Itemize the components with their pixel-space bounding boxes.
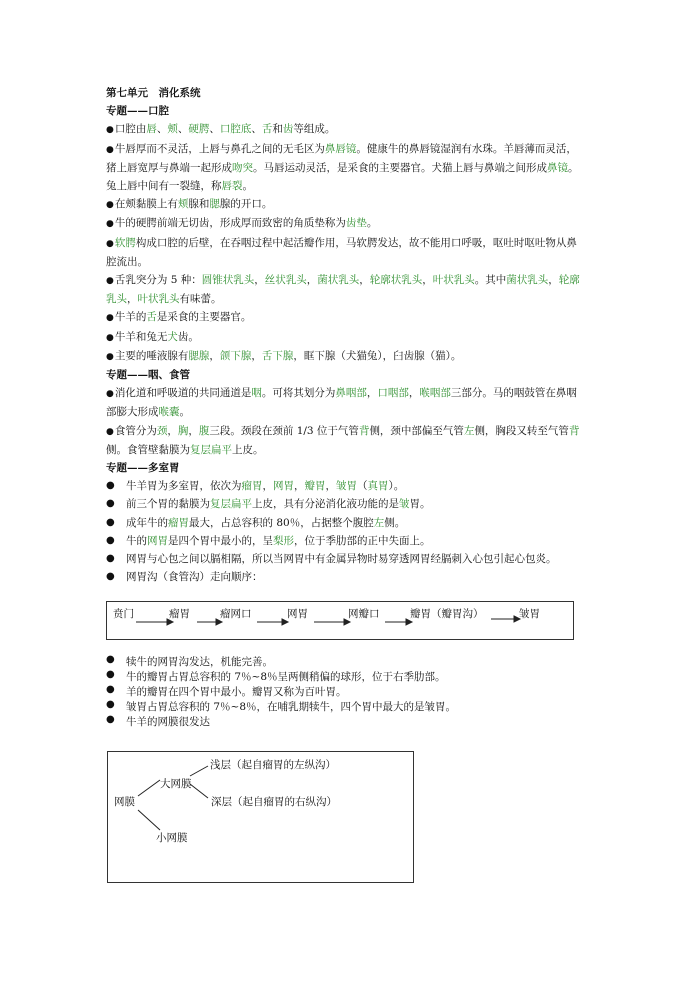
highlight-term: 鼻咽部: [335, 387, 367, 400]
bullet-icon: ●: [106, 498, 115, 510]
highlight-term: 硬腭: [188, 123, 210, 136]
bullet-icon: ●: [106, 480, 115, 492]
text-run: 三部分。马的咽鼓管在鼻咽部膨大形成: [106, 387, 577, 419]
highlight-term: 喉囊: [158, 406, 180, 419]
highlight-term: 左: [373, 516, 385, 529]
text-run: 牛的瓣胃占胃总容积的 7％~8％呈两侧稍偏的球形，位于右季肋部。: [126, 671, 446, 683]
stomach-list: [106, 477, 586, 586]
text-run: 网胃沟（食管沟）走向顺序：: [126, 571, 263, 584]
bullet-icon: ●: [106, 516, 115, 528]
superficial-layer: 浅层（起自瘤胃的左纵沟）: [210, 759, 336, 771]
flow-arrow-head: [344, 619, 350, 625]
text-run: 牛的硬腭前端无切齿，形成厚而致密的角质垫称为: [114, 217, 346, 230]
text-run: ，: [548, 274, 559, 287]
text-run: 舌乳突分为 5 种：: [114, 274, 202, 287]
highlight-term: 颊: [167, 123, 178, 136]
text-run: ，: [325, 480, 336, 493]
list-item-text: [126, 532, 586, 550]
flow-arrow-head: [406, 619, 412, 625]
text-run: 、: [156, 123, 168, 136]
list-item: [106, 532, 586, 550]
text-run: 牛羊胃为多室胃，依次为: [126, 480, 242, 493]
deep-layer: 深层（起自瘤胃的右纵沟）: [211, 796, 337, 808]
branch-line: [138, 780, 160, 796]
text-run: 有味蕾。: [179, 293, 222, 306]
flow-arrow-head: [514, 616, 520, 622]
text-run: 。: [242, 180, 253, 193]
mouth-line-6: [106, 271, 586, 308]
text-run: 犊牛的网胃沟发达，机能完善。: [126, 656, 273, 668]
bullet-icon: ●: [106, 699, 115, 710]
highlight-term: 犬: [167, 330, 178, 343]
text-run: 。马唇运动灵活，是采食的主要器官。犬猫上唇与鼻端之间形成: [253, 161, 547, 174]
highlight-term: 瘤胃: [241, 480, 263, 493]
list-item-text: [126, 669, 586, 684]
text-run: 消化道和呼吸道的共同通道是: [114, 387, 252, 400]
highlight-term: 皱胃: [336, 480, 357, 493]
text-run: ，: [306, 274, 318, 287]
list-item-text: [126, 654, 586, 669]
omentum-root: 网膜: [114, 796, 135, 808]
unit-title: 第七单元 消化系统: [106, 87, 201, 99]
list-item: [106, 495, 586, 513]
highlight-term: 鼻镜: [547, 161, 568, 174]
text-run: 。其中: [474, 274, 507, 287]
list-item-text: [126, 684, 586, 699]
mouth-line-9: [106, 347, 586, 366]
text-run: ，: [262, 480, 273, 493]
highlight-term: 菌状乳头: [506, 274, 549, 287]
text-run: 网胃与心包之间以膈相隔，所以当网胃中有金属异物时易穿透网胃经膈刺入心包引起心包炎。: [126, 553, 557, 566]
highlight-term: 丝状乳头: [264, 274, 307, 287]
highlight-term: 唇: [146, 123, 157, 136]
text-run: 。健康牛的鼻唇镜湿润有水珠。羊唇薄而灵活，猪上唇宽厚与鼻端一起形成: [106, 142, 577, 174]
text-run: ，: [408, 387, 420, 400]
text-run: ，眶下腺（犬猫兔），臼齿腺（猫）。: [293, 349, 462, 362]
text-run: 侧，颈中部偏至气管: [369, 424, 464, 437]
highlight-term: 胸: [177, 424, 189, 437]
list-item: [106, 568, 586, 586]
flow-step: 网胃: [287, 608, 308, 620]
list-item-text: [126, 568, 586, 586]
flow-step: 贲门: [113, 608, 134, 620]
text-run: 牛的: [126, 534, 147, 547]
highlight-term: 吻突: [232, 161, 253, 174]
flow-arrow-head: [282, 619, 288, 625]
pharynx-line-1: [106, 384, 586, 421]
list-item-text: [126, 477, 586, 495]
text-run: 是采食的主要器官。: [156, 311, 252, 324]
text-run: 是四个胃中最小的，呈: [168, 534, 273, 547]
text-run: 。: [179, 406, 190, 419]
text-run: ，: [294, 480, 305, 493]
mouth-line-7: [106, 308, 586, 327]
text-run: 腺和: [188, 198, 210, 211]
highlight-term: 复层扁平: [190, 443, 232, 456]
highlight-term: 网胃: [147, 534, 168, 547]
highlight-term: 腮: [209, 198, 220, 211]
highlight-term: 真胃: [367, 480, 389, 493]
highlight-term: 咽: [251, 387, 262, 400]
text-run: 侧。: [384, 516, 406, 529]
highlight-term: 颌下腺: [219, 349, 252, 362]
flow-step: 网瓣口: [348, 608, 380, 620]
flow-step: 瓣胃（瓣胃沟）: [410, 608, 484, 620]
highlight-term: 齿: [282, 123, 294, 136]
text-run: 构成口腔的后壁，在吞咽过程中起活瓣作用，马软腭发达，故不能用口呼吸，呕吐时呕吐物从鼻腔流出。: [106, 236, 577, 268]
text-run: 等组成。: [293, 123, 336, 136]
highlight-term: 左: [463, 424, 475, 437]
list-item-text: [126, 714, 586, 729]
list-item-text: [126, 514, 586, 532]
text-run: 上皮，具有分泌消化液功能的是: [252, 498, 399, 511]
text-run: ，: [422, 274, 433, 287]
highlight-term: 唇裂: [221, 180, 243, 193]
branch-line: [138, 810, 160, 830]
text-run: ，: [359, 274, 370, 287]
list-item: [106, 477, 586, 495]
highlight-term: 轮廓状乳头: [369, 274, 423, 287]
highlight-term: 菌状乳头: [317, 274, 360, 287]
mouth-line-5: [106, 234, 586, 271]
text-run: 。可将其划分为: [261, 387, 336, 400]
bullet-icon: ●: [106, 553, 115, 565]
document-body: [106, 84, 586, 586]
text-run: 食管分为: [114, 424, 157, 437]
highlight-term: 颊: [177, 198, 189, 211]
list-item-text: [126, 699, 586, 714]
text-run: 和: [272, 123, 283, 136]
list-item: [106, 684, 586, 699]
highlight-term: 口咽部: [377, 387, 409, 400]
section-heading-mouth: 专题——口腔: [106, 105, 169, 118]
highlight-term: 喉咽部: [419, 387, 451, 400]
pharynx-line-2: [106, 422, 586, 459]
text-run: 牛羊的: [114, 311, 147, 324]
text-run: ，: [188, 424, 199, 437]
text-run: 侧。食管壁黏膜为: [106, 443, 190, 456]
flow-step: 瘤网口: [220, 608, 252, 620]
text-run: 。: [366, 217, 378, 230]
text-run: ，: [167, 424, 178, 437]
text-run: 牛唇厚而不灵活，上唇与鼻孔之间的无毛区为: [114, 142, 325, 155]
highlight-term: 复层扁平: [210, 498, 252, 511]
flow-arrows: [107, 602, 573, 639]
bullet-icon: ●: [106, 534, 115, 546]
highlight-term: 圆锥状乳头: [201, 274, 255, 287]
text-run: 、: [251, 123, 262, 136]
list-item: [106, 514, 586, 532]
text-run: 、: [209, 123, 220, 136]
text-run: ）。: [388, 480, 405, 493]
highlight-term: 叶状乳头: [432, 274, 475, 287]
lesser-omentum: 小网膜: [156, 832, 188, 844]
text-run: ，: [127, 293, 138, 306]
highlight-term: 颈: [156, 424, 168, 437]
text-run: 皱胃占胃总容积的 7％~8％，在哺乳期犊牛，四个胃中最大的是皱胃。: [126, 701, 456, 713]
text-run: ，位于季肋部的正中失面上。: [294, 534, 431, 547]
flow-step: 瘤胃: [169, 608, 190, 620]
greater-omentum: 大网膜: [160, 778, 192, 790]
highlight-term: 叶状乳头: [137, 293, 180, 306]
text-run: 牛羊和兔无: [114, 330, 168, 343]
highlight-term: 网胃: [273, 480, 294, 493]
list-item-text: [126, 495, 586, 513]
list-item-text: [126, 550, 586, 568]
text-run: ，: [251, 349, 262, 362]
branch-line: [190, 784, 208, 798]
text-run: ，: [366, 387, 378, 400]
highlight-term: 瘤胃: [168, 516, 189, 529]
text-run: 成年牛的: [126, 516, 168, 529]
list-item: [106, 654, 586, 669]
text-run: 齿。: [177, 330, 199, 343]
bullet-icon: ●: [106, 714, 115, 725]
text-run: 腺的开口。: [219, 198, 273, 211]
bullet-icon: ●: [106, 571, 115, 583]
highlight-term: 瓣胃: [304, 480, 326, 493]
text-run: 胃。: [409, 498, 431, 511]
highlight-term: 背: [358, 424, 370, 437]
highlight-term: 皱: [399, 498, 410, 511]
text-run: 、: [177, 123, 189, 136]
text-run: 上皮。: [232, 443, 264, 456]
mouth-line-2: [106, 140, 586, 196]
text-run: 。兔上唇中间有一裂缝，称: [106, 161, 579, 193]
highlight-term: 舌下腺: [261, 349, 294, 362]
mouth-line-1: [106, 120, 586, 139]
section-heading-pharynx: 专题——咽、食管: [106, 369, 190, 382]
highlight-term: 齿垫: [345, 217, 367, 230]
text-run: ，: [254, 274, 265, 287]
highlight-term: 轮廓乳头: [106, 274, 580, 306]
highlight-term: 梨形: [273, 534, 294, 547]
text-run: 侧，胸段又转至气管: [474, 424, 569, 437]
text-run: 羊的瓣胃在四个胃中最小。瓣胃又称为百叶胃。: [126, 686, 347, 698]
bullet-icon: ●: [106, 684, 115, 695]
highlight-term: 口腔底: [219, 123, 252, 136]
text-run: 前三个胃的黏膜为: [126, 498, 210, 511]
groove-flow-box: [106, 601, 574, 640]
omentum-diagram: [107, 751, 414, 883]
list-item: [106, 699, 586, 714]
flow-arrow-head: [167, 619, 173, 625]
branch-line: [190, 766, 208, 776]
highlight-term: 舌: [261, 123, 273, 136]
section-heading-stomach: 专题——多室胃: [106, 462, 180, 475]
text-run: ，: [209, 349, 220, 362]
list-item: [106, 714, 586, 729]
highlight-term: 腮腺: [188, 349, 210, 362]
text-run: 牛羊的网膜很发达: [126, 716, 210, 728]
highlight-term: 鼻唇镜: [324, 142, 357, 155]
highlight-term: 背: [568, 424, 580, 437]
mouth-line-4: [106, 214, 586, 233]
stomach-list-2: [106, 654, 586, 729]
highlight-term: 软腭: [114, 236, 136, 249]
highlight-term: 舌: [146, 311, 157, 324]
highlight-term: 腹: [198, 424, 210, 437]
text-run: （: [357, 480, 368, 493]
mouth-line-3: [106, 195, 586, 214]
flow-arrow-head: [216, 619, 222, 625]
text-run: 三段。颈段在颈前 1/3 位于气管: [209, 424, 359, 437]
list-item: [106, 550, 586, 568]
text-run: 主要的唾液腺有: [114, 349, 189, 362]
flow-step: 皱胃: [519, 608, 540, 620]
bullet-icon: ●: [106, 654, 115, 665]
text-run: 在颊黏膜上有: [114, 198, 178, 211]
text-run: 口腔由: [114, 123, 147, 136]
text-run: 最大，占总容积的 80％，占据整个腹腔: [189, 516, 374, 529]
list-item: [106, 669, 586, 684]
mouth-line-8: [106, 328, 586, 347]
bullet-icon: ●: [106, 669, 115, 680]
